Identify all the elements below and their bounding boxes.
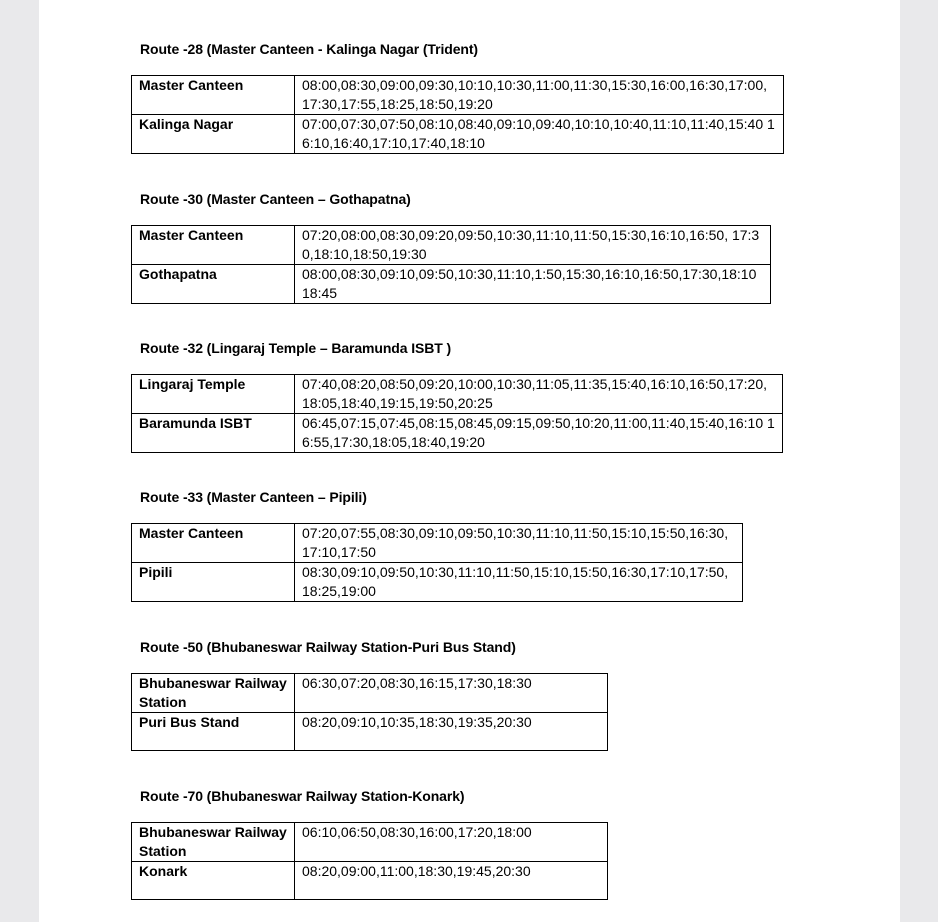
- departure-times: 06:30,07:20,08:30,16:15,17:30,18:30: [295, 674, 608, 713]
- route-title: Route -33 (Master Canteen – Pipili): [140, 489, 367, 505]
- route-title: Route -32 (Lingaraj Temple – Baramunda ISBT ): [140, 340, 452, 356]
- stop-name: Gothapatna: [132, 265, 295, 304]
- stop-name: Konark: [132, 862, 295, 900]
- departure-times: 08:30,09:10,09:50,10:30,11:10,11:50,15:10,15:50,16:30,17:10,17:50, 18:25,19:00: [295, 563, 743, 602]
- table-row: [132, 115, 784, 154]
- stop-name: Lingaraj Temple: [132, 375, 295, 414]
- departure-times: 08:00,08:30,09:10,09:50,10:30,11:10,1:50,15:30,16:10,16:50,17:30,18:10 18:45: [295, 265, 771, 304]
- timetable: [131, 673, 608, 751]
- timetable: [131, 225, 771, 304]
- route-title: Route -30 (Master Canteen – Gothapatna): [140, 191, 411, 207]
- route-section: [131, 339, 831, 453]
- table-row: [132, 524, 743, 563]
- stop-name: Master Canteen: [132, 226, 295, 265]
- route-section: [131, 638, 831, 751]
- route-section: [131, 488, 831, 602]
- table-row: [132, 713, 608, 751]
- stop-name: Pipili: [132, 563, 295, 602]
- stop-name: Puri Bus Stand: [132, 713, 295, 751]
- route-title: Route -70 (Bhubaneswar Railway Station-Konark): [140, 788, 465, 804]
- departure-times: 07:20,08:00,08:30,09:20,09:50,10:30,11:10,11:50,15:30,16:10,16:50, 17:30,18:10,18:50,19:30: [295, 226, 771, 265]
- route-title: Route -28 (Master Canteen - Kalinga Nagar (Trident): [140, 41, 478, 57]
- stop-name: Kalinga Nagar: [132, 115, 295, 154]
- route-section: [131, 190, 831, 304]
- table-row: [132, 375, 783, 414]
- timetable: [131, 374, 783, 453]
- stop-name: Bhubaneswar Railway Station: [132, 674, 295, 713]
- departure-times: 07:40,08:20,08:50,09:20,10:00,10:30,11:05,11:35,15:40,16:10,16:50,17:20, 18:05,18:40,19:15,19:50,20:25: [295, 375, 783, 414]
- table-row: [132, 226, 771, 265]
- table-row: [132, 674, 608, 713]
- timetable: [131, 822, 608, 900]
- table-row: [132, 414, 783, 453]
- stop-name: Baramunda ISBT: [132, 414, 295, 453]
- stop-name: Master Canteen: [132, 524, 295, 563]
- table-row: [132, 823, 608, 862]
- route-title: Route -50 (Bhubaneswar Railway Station-Puri Bus Stand): [140, 639, 516, 655]
- table-row: [132, 76, 784, 115]
- route-section: [131, 787, 831, 900]
- departure-times: 08:20,09:00,11:00,18:30,19:45,20:30: [295, 862, 608, 900]
- departure-times: 08:20,09:10,10:35,18:30,19:35,20:30: [295, 713, 608, 751]
- departure-times: 06:10,06:50,08:30,16:00,17:20,18:00: [295, 823, 608, 862]
- table-row: [132, 563, 743, 602]
- departure-times: 08:00,08:30,09:00,09:30,10:10,10:30,11:00,11:30,15:30,16:00,16:30,17:00, 17:30,17:55,18:25,18:50,19:20: [295, 76, 784, 115]
- timetable: [131, 75, 784, 154]
- document-page: [39, 0, 900, 922]
- table-row: [132, 265, 771, 304]
- departure-times: 07:20,07:55,08:30,09:10,09:50,10:30,11:10,11:50,15:10,15:50,16:30, 17:10,17:50: [295, 524, 743, 563]
- timetable: [131, 523, 743, 602]
- departure-times: 06:45,07:15,07:45,08:15,08:45,09:15,09:50,10:20,11:00,11:40,15:40,16:10 16:55,17:30,18:05,18:40,19:20: [295, 414, 783, 453]
- table-row: [132, 862, 608, 900]
- stop-name: Bhubaneswar Railway Station: [132, 823, 295, 862]
- stop-name: Master Canteen: [132, 76, 295, 115]
- departure-times: 07:00,07:30,07:50,08:10,08:40,09:10,09:40,10:10,10:40,11:10,11:40,15:40 16:10,16:40,17:10,17:40,18:10: [295, 115, 784, 154]
- route-section: [131, 40, 831, 154]
